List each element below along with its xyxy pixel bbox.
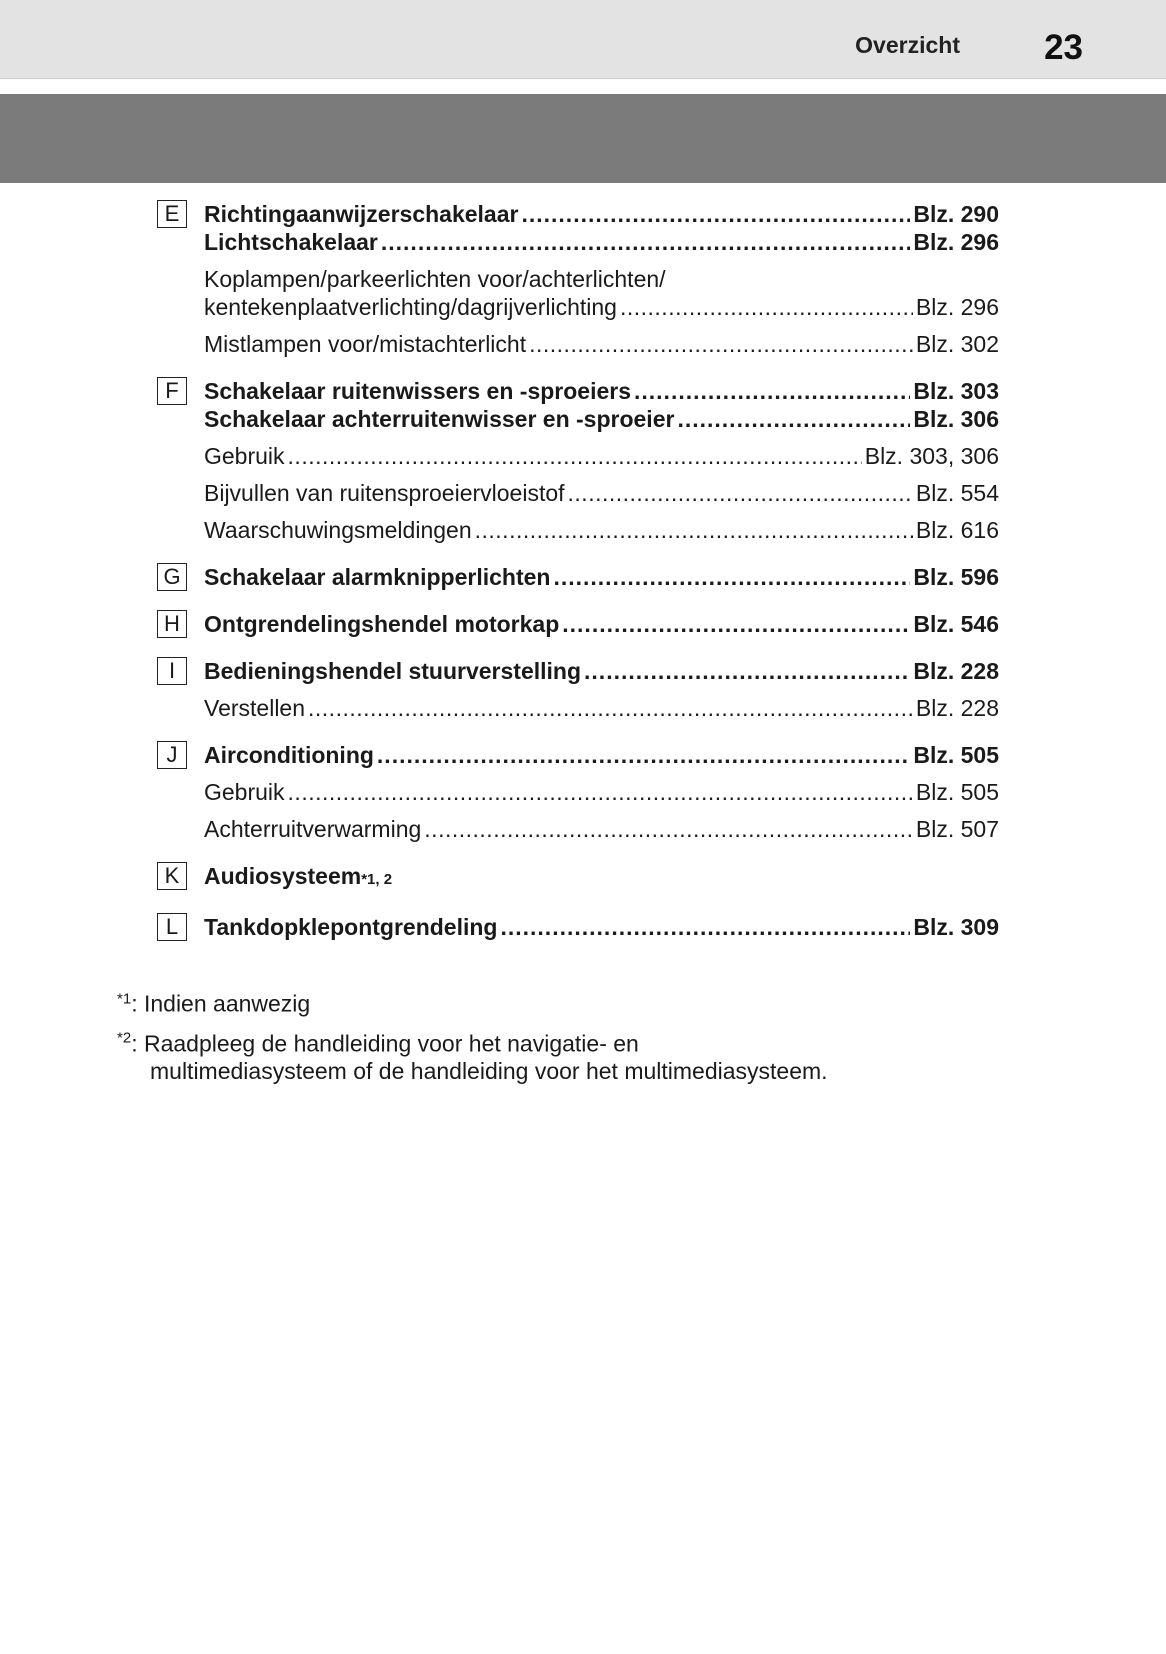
leader-dots xyxy=(308,694,913,722)
footnote-mark: *2 xyxy=(117,1029,132,1047)
subentry-label: Achterruitverwarming xyxy=(204,816,422,842)
index-subentry xyxy=(204,442,999,470)
index-group-h xyxy=(157,610,999,638)
footnote-mark: *1 xyxy=(117,990,132,1007)
entry-label: Schakelaar ruitenwissers en -sproeiers xyxy=(204,378,631,404)
index-subentry xyxy=(204,694,999,722)
page-ref[interactable]: Blz. 505 xyxy=(913,742,999,768)
index-subentry xyxy=(204,516,999,544)
index-entry xyxy=(204,563,999,591)
subentry-label: Waarschuwingsmeldingen xyxy=(204,517,472,543)
subentry-label-line: Koplampen/parkeerlichten voor/achterlichten/ xyxy=(204,266,666,292)
entry-label: Lichtschakelaar xyxy=(204,229,378,255)
letter-marker: J xyxy=(157,741,187,769)
page-header xyxy=(0,0,1166,79)
page-ref[interactable]: Blz. 296 xyxy=(915,294,999,320)
letter-marker: G xyxy=(157,563,187,591)
index-subentry xyxy=(204,815,999,843)
index-entry xyxy=(204,657,999,685)
letter-marker: K xyxy=(157,862,187,890)
leader-dots xyxy=(568,479,913,507)
leader-dots xyxy=(677,405,910,433)
footnote xyxy=(117,985,828,1018)
index-entry xyxy=(204,610,999,638)
leader-dots xyxy=(288,778,913,806)
index-group-l xyxy=(157,913,999,941)
footnote-text: : Indien aanwezig xyxy=(131,990,311,1017)
leader-dots xyxy=(620,293,913,321)
page-ref[interactable]: Blz. 505 xyxy=(915,779,999,805)
header-band xyxy=(0,94,1166,183)
page-ref[interactable]: Blz. 546 xyxy=(913,611,999,637)
leader-dots xyxy=(288,442,862,470)
entry-label: Tankdopklepontgrendeling xyxy=(204,914,498,940)
entry-label: Schakelaar achterruitenwisser en -sproeier xyxy=(204,406,675,432)
index-entry xyxy=(204,913,999,941)
leader-dots xyxy=(521,200,910,228)
index-entry xyxy=(204,741,999,769)
leader-dots xyxy=(424,815,913,843)
subentry-label: Verstellen xyxy=(204,695,306,721)
subentry-label: Bijvullen van ruitensproeiervloeistof xyxy=(204,480,565,506)
index-subentry xyxy=(204,330,999,358)
index-group-k xyxy=(157,862,999,894)
page-ref[interactable]: Blz. 596 xyxy=(913,564,999,590)
letter-marker: E xyxy=(157,200,187,228)
page-ref[interactable]: Blz. 296 xyxy=(913,229,999,255)
index-subentry xyxy=(204,778,999,806)
page-number: 23 xyxy=(1044,28,1083,67)
leader-dots xyxy=(381,228,910,256)
index-group-e xyxy=(157,200,999,358)
index-list xyxy=(157,200,999,941)
leader-dots xyxy=(377,741,910,769)
index-group-g xyxy=(157,563,999,591)
index-group-j xyxy=(157,741,999,843)
page-ref[interactable]: Blz. 290 xyxy=(913,201,999,227)
section-title: Overzicht xyxy=(855,32,960,58)
leader-dots xyxy=(529,330,913,358)
leader-dots xyxy=(500,913,910,941)
index-entry xyxy=(204,377,999,405)
footnote-text-continued: multimediasysteem of de handleiding voor het multimediasysteem. xyxy=(150,1058,828,1085)
letter-marker: F xyxy=(157,377,187,405)
page-ref[interactable]: Blz. 306 xyxy=(913,406,999,432)
subentry-label: Gebruik xyxy=(204,443,285,469)
page-ref[interactable]: Blz. 303 xyxy=(913,378,999,404)
entry-label: Audiosysteem xyxy=(204,863,362,889)
page-ref[interactable]: Blz. 302 xyxy=(915,331,999,357)
footnotes xyxy=(117,985,828,1085)
entry-label: Richtingaanwijzerschakelaar xyxy=(204,201,519,227)
subentry-label: kentekenplaatverlichting/dagrijverlichting xyxy=(204,294,617,320)
index-group-f xyxy=(157,377,999,544)
page-ref[interactable]: Blz. 507 xyxy=(915,816,999,842)
index-entry xyxy=(204,405,999,433)
index-group-i xyxy=(157,657,999,722)
page-ref[interactable]: Blz. 303, 306 xyxy=(864,443,999,469)
index-entry xyxy=(204,200,999,228)
leader-dots xyxy=(553,563,910,591)
page-ref[interactable]: Blz. 309 xyxy=(913,914,999,940)
index-subentry xyxy=(204,479,999,507)
leader-dots xyxy=(634,377,910,405)
footnote xyxy=(117,1025,828,1058)
page-ref[interactable]: Blz. 554 xyxy=(915,480,999,506)
page-ref[interactable]: Blz. 228 xyxy=(915,695,999,721)
subentry-label: Mistlampen voor/mistachterlicht xyxy=(204,331,527,357)
subentry-label: Gebruik xyxy=(204,779,285,805)
index-subentry xyxy=(204,293,999,321)
page-ref[interactable]: Blz. 228 xyxy=(913,658,999,684)
letter-marker: I xyxy=(157,657,187,685)
entry-label: Ontgrendelingshendel motorkap xyxy=(204,611,560,637)
leader-dots xyxy=(475,516,913,544)
index-entry xyxy=(204,862,999,894)
index-entry xyxy=(204,228,999,256)
entry-label: Bedieningshendel stuurverstelling xyxy=(204,658,582,684)
letter-marker: L xyxy=(157,913,187,941)
footnote-text: : Raadpleeg de handleiding voor het navigatie- en xyxy=(131,1030,639,1057)
leader-dots xyxy=(562,610,910,638)
entry-label: Schakelaar alarmknipperlichten xyxy=(204,564,551,590)
page-ref[interactable]: Blz. 616 xyxy=(915,517,999,543)
leader-dots xyxy=(584,657,910,685)
footnote-ref: *1, 2 xyxy=(361,871,393,888)
letter-marker: H xyxy=(157,610,187,638)
entry-label: Airconditioning xyxy=(204,742,374,768)
